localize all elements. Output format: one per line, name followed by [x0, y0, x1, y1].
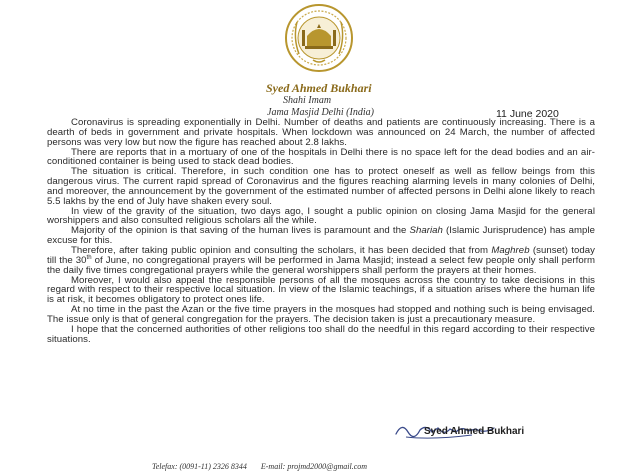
paragraph-text: of June, no congregational prayers will be performed in Jama Masjid; instead a select few people only shall perform the daily five times congregational prayers while the general worshippers shall perform the prayers at their homes. — [47, 254, 595, 276]
paragraph-text: (Islamic Jurisprudence) has ample excuse for this. — [47, 225, 595, 247]
italic-term: Maghreb — [491, 244, 530, 256]
paragraph: Moreover, I would also appeal the responsible persons of all the mosques across the country to take decisions in this regard with respect to their respective local situation. In view of the Islamic teachings, if a situation arises where the human life is at risk, it becomes obligatory to protect ones life. — [47, 274, 595, 306]
sender-organization: Jama Masjid Delhi (India) — [267, 107, 374, 118]
paragraph-text: Therefore, after taking public opinion and consulting the scholars, it has been decided that from — [71, 244, 489, 256]
sender-block — [251, 81, 491, 119]
paragraph: I hope that the concerned authorities of other religions too shall do the needful in this regard according to their respective situations. — [47, 323, 595, 345]
paragraph: In view of the gravity of the situation, two days ago, I sought a public opinion on closing Jama Masjid for the general worshippers and also consulted religious scholars all the while. — [47, 205, 595, 227]
paragraph — [47, 246, 595, 276]
paragraph: There are reports that in a mortuary of one of the hospitals in Delhi there is no space left for the dead bodies and an air-conditioned container is being used to stack dead bodies. — [47, 146, 595, 168]
email-address: E-mail: projmd2000@gmail.com — [260, 462, 368, 471]
italic-term: Shariah — [409, 225, 443, 237]
signer-name: Syed Ahmed Bukhari — [424, 426, 525, 437]
paragraph: At no time in the past the Azan or the five time prayers in the mosques had stopped and nothing such is being envisaged. The issue only is that of general congregation for the prayers. The decision taken is just a precautionary measure. — [47, 304, 595, 325]
jama-masjid-emblem-icon — [283, 2, 355, 76]
paragraph: Coronavirus is spreading exponentially in Delhi. Number of deaths and patients are continuously increasing. There is a dearth of beds in government and private hospitals. When lockdown was announced on 24 March, the number of affected persons was very low but now the figure has reached about 2.8 lakhs. — [47, 117, 595, 148]
paragraph-text: (sunset) today till the 30 — [47, 244, 596, 266]
letter-body — [47, 118, 595, 344]
paragraph — [47, 226, 595, 246]
telefax-number: Telefax: (0091-11) 2326 8344 — [152, 462, 247, 471]
sender-title: Shahi Imam — [283, 95, 332, 106]
paragraph-text: Majority of the opinion is that saving of the human lives is paramount and the — [71, 225, 407, 237]
paragraph: The situation is critical. Therefore, in such condition one has to protect oneself as well as fellow beings from this dangerous virus. The current rapid spread of Coronavirus and the figures reaching alarming levels in many colonies of Delhi, and moreover, the announcement by the government of the estimated number of affected persons in Delhi alone likely to reach 5.5 lakhs by the end of July have shaken every soul. — [47, 166, 595, 207]
superscript: th — [86, 254, 92, 261]
letter-date: 11 June 2020 — [496, 108, 559, 120]
sender-name: Syed Ahmed Bukhari — [266, 81, 372, 95]
footer-contact — [152, 462, 367, 471]
